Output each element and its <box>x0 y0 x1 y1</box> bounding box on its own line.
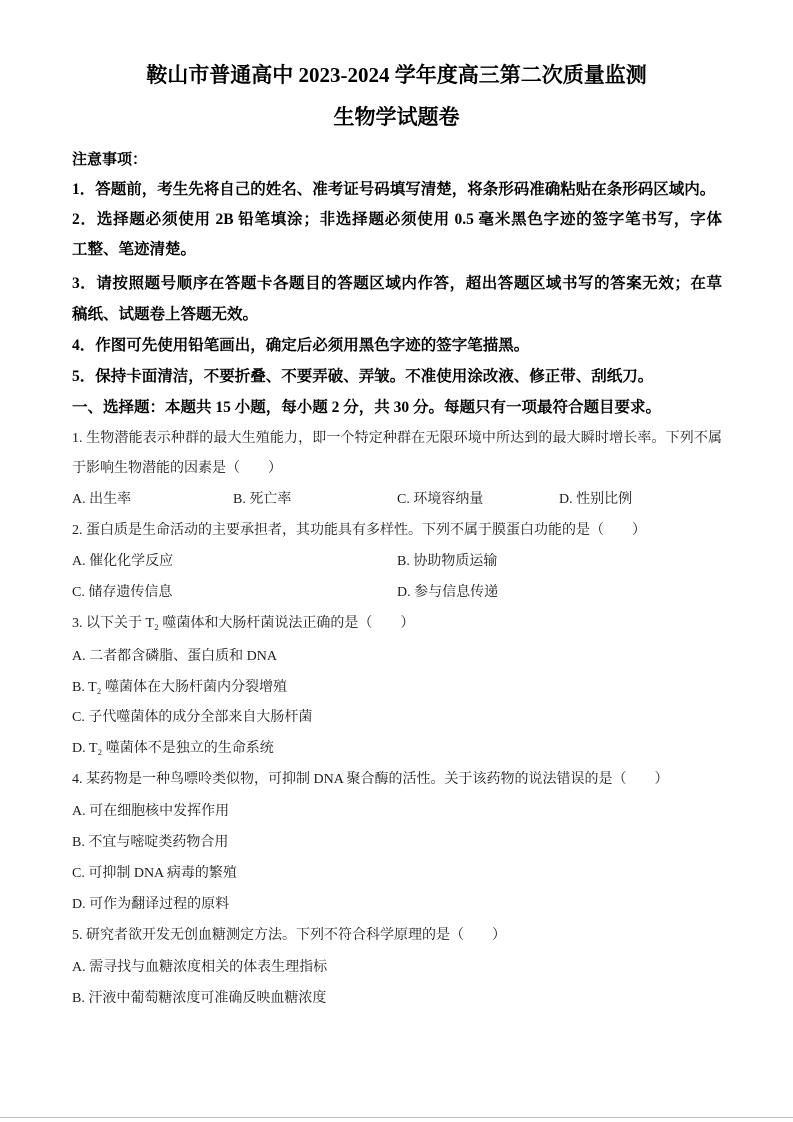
notice-item-2-line-1: 2．选择题必须使用 2B 铅笔填涂；非选择题必须使用 0.5 毫米黑色字迹的签字笔书写，字体 <box>72 211 722 228</box>
notice-item-5: 5．保持卡面清洁，不要折叠、不要弄破、弄皱。不准使用涂改液、修正带、刮纸刀。 <box>72 368 654 385</box>
notice-item-2-line-2: 工整、笔迹清楚。 <box>72 241 197 258</box>
question-1-option-b: B. 死亡率 <box>233 492 292 507</box>
question-4-option-c: C. 可抑制 DNA 病毒的繁殖 <box>72 866 237 881</box>
question-4-option-a: A. 可在细胞核中发挥作用 <box>72 804 230 819</box>
question-3-option-a: A. 二者都含磷脂、蛋白质和 DNA <box>72 649 277 664</box>
page-bottom-divider <box>0 1117 793 1118</box>
question-5-option-a: A. 需寻找与血糖浓度相关的体表生理指标 <box>72 960 328 975</box>
question-4-option-b: B. 不宜与嘧啶类药物合用 <box>72 835 229 850</box>
question-3-option-c: C. 子代噬菌体的成分全部来自大肠杆菌 <box>72 710 313 725</box>
question-2-option-b: B. 协助物质运输 <box>397 554 498 569</box>
section-heading: 一、选择题：本题共 15 小题，每小题 2 分，共 30 分。每题只有一项最符合题目要求。 <box>72 399 662 416</box>
question-1-option-c: C. 环境容纳量 <box>397 492 484 507</box>
exam-subtitle: 生物学试题卷 <box>333 105 460 129</box>
notice-item-3-line-1: 3．请按照题号顺序在答题卡各题目的答题区域内作答，超出答题区域书写的答案无效；在草 <box>72 275 722 292</box>
question-1-stem-line-2: 于影响生物潜能的因素是（ ） <box>72 461 282 476</box>
notice-item-1: 1．答题前，考生先将自己的姓名、准考证号码填写清楚，将条形码准确粘贴在条形码区域内。 <box>72 181 716 198</box>
question-1-option-a: A. 出生率 <box>72 492 132 507</box>
notice-item-3-line-2: 稿纸、试题卷上答题无效。 <box>72 306 259 323</box>
notice-heading: 注意事项： <box>72 152 148 168</box>
question-3-stem: 3. 以下关于 T₂ 噬菌体和大肠杆菌说法正确的是（ ） <box>72 616 415 631</box>
question-4-stem: 4. 某药物是一种鸟嘌呤类似物，可抑制 DNA 聚合酶的活性。关于该药物的说法错误的是（ ） <box>72 772 669 787</box>
question-5-stem: 5. 研究者欲开发无创血糖测定方法。下列不符合科学原理的是（ ） <box>72 928 506 943</box>
question-1-option-d: D. 性别比例 <box>559 492 633 507</box>
question-5-option-b: B. 汗液中葡萄糖浓度可准确反映血糖浓度 <box>72 991 327 1006</box>
question-3-option-b: B. T₂ 噬菌体在大肠杆菌内分裂增殖 <box>72 680 288 695</box>
question-2-option-d: D. 参与信息传递 <box>397 585 499 600</box>
question-2-option-c: C. 储存遗传信息 <box>72 585 173 600</box>
notice-item-4: 4．作图可先使用铅笔画出，确定后必须用黑色字迹的签字笔描黑。 <box>72 337 530 354</box>
question-3-option-d: D. T₂ 噬菌体不是独立的生命系统 <box>72 741 274 756</box>
question-2-stem: 2. 蛋白质是生命活动的主要承担者，其功能具有多样性。下列不属于膜蛋白功能的是（ ） <box>72 523 646 538</box>
question-2-option-a: A. 催化化学反应 <box>72 554 174 569</box>
question-4-option-d: D. 可作为翻译过程的原料 <box>72 897 230 912</box>
question-1-stem-line-1: 1. 生物潜能表示种群的最大生殖能力，即一个特定种群在无限环境中所达到的最大瞬时增长率。下列不属 <box>72 431 722 446</box>
exam-title: 鞍山市普通高中 2023-2024 学年度高三第二次质量监测 <box>146 63 647 87</box>
